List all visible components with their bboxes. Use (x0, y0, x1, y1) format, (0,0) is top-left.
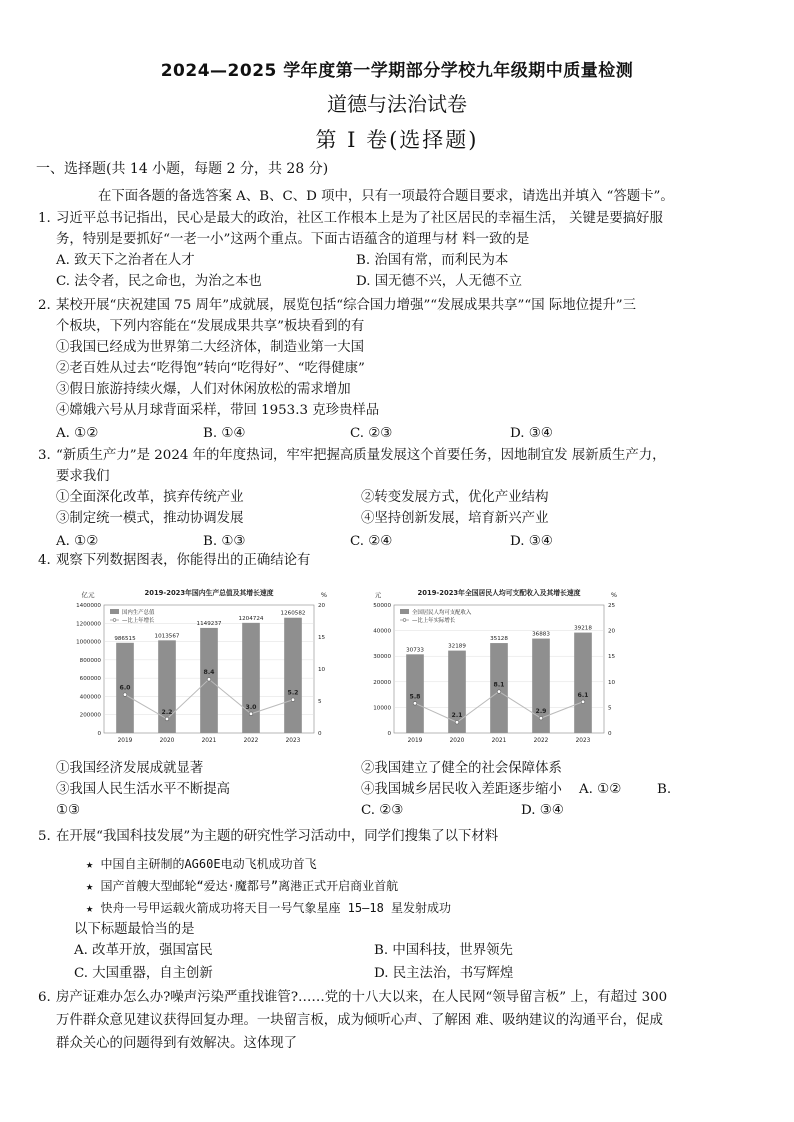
statement-2: ②转变发展方式，优化产业结构 (361, 490, 549, 505)
bar-value-label: 1204724 (238, 615, 264, 622)
x-tick-label: 2020 (159, 738, 175, 744)
growth-value-label: 6.0 (119, 684, 131, 692)
right-tick-label: 25 (608, 603, 616, 609)
left-axis-unit: 亿元 (81, 591, 95, 599)
option-d: D. ③④ (510, 534, 553, 549)
statement-1: ①全面深化改革，摈弃传统产业 (56, 490, 244, 505)
question-number: 5. (38, 829, 51, 844)
option-c: C. 法令者，民之命也，为治之本也 (56, 274, 262, 289)
option-d: D. 民主法治，书写辉煌 (374, 966, 514, 981)
right-tick-label: 20 (608, 628, 616, 635)
left-tick-label: 1200000 (76, 621, 101, 628)
question-6 (38, 986, 736, 1055)
left-tick-label: 1000000 (76, 639, 101, 646)
question-stem: 以下标题最恰当的是 (74, 922, 195, 937)
statement-4: ④我国城乡居民收入差距逐步缩小 (361, 782, 562, 797)
growth-point (581, 700, 585, 704)
growth-value-label: 8.1 (493, 681, 505, 689)
option-c: C. ②③ (361, 803, 404, 818)
left-tick-label: 1400000 (76, 603, 101, 609)
left-tick-label: 30000 (373, 654, 391, 661)
x-tick-label: 2020 (449, 738, 465, 744)
growth-point (123, 693, 127, 697)
right-axis-unit: % (320, 591, 328, 599)
right-tick-label: 0 (608, 731, 612, 737)
question-stem: 要求我们 (56, 469, 110, 484)
right-tick-label: 10 (608, 679, 616, 686)
question-5 (38, 826, 736, 984)
right-tick-label: 15 (608, 654, 616, 661)
right-axis-unit: % (610, 591, 618, 599)
question-stem: 群众关心的问题得到有效解决。这体现了 (56, 1036, 298, 1051)
option-b: B. 治国有常，而利民为本 (356, 253, 509, 268)
question-stem: 房产证难办怎么办?噪声污染严重找谁管?……党的十八大以来，在人民网“领导留言板” 上，有超过 300 (56, 990, 668, 1005)
question-stem: 个板块，下列内容能在“发展成果共享”板块看到的有 (56, 319, 365, 334)
left-tick-label: 10000 (373, 705, 391, 712)
gdp-chart (60, 583, 350, 753)
question-stem: 在开展“我国科技发展”为主题的研究性学习活动中，同学们搜集了以下材料 (56, 829, 499, 844)
legend-swatch-bar (400, 609, 409, 614)
option-b: B. ①③ (203, 534, 246, 549)
option-b: B. (657, 782, 672, 797)
question-stem: 习近平总书记指出，民心是最大的政治，社区工作根本上是为了社区居民的幸福生活， 关键是要搞好服 (56, 211, 663, 226)
legend-label-bar: 全国居民人均可支配收入 (412, 610, 472, 616)
growth-point (291, 698, 295, 702)
material-2: ★ 国产首艘大型邮轮“爱达·魔都号”离港正式开启商业首航 (86, 879, 399, 893)
growth-value-label: 3.0 (245, 703, 257, 711)
growth-value-label: 5.8 (409, 693, 421, 701)
bar-value-label: 35128 (490, 636, 508, 643)
growth-point (539, 716, 543, 720)
section-heading: 一、选择题(共 14 小题，每题 2 分，共 28 分) (36, 161, 329, 177)
question-3 (38, 445, 736, 552)
bar (284, 618, 302, 733)
exam-subject: 道德与法治试卷 (327, 92, 467, 116)
question-1 (38, 208, 736, 292)
growth-value-label: 6.1 (577, 691, 589, 699)
x-tick-label: 2021 (201, 738, 217, 744)
question-number: 3. (38, 448, 51, 463)
statement-1: ①我国经济发展成就显著 (56, 761, 204, 776)
growth-value-label: 2.2 (161, 708, 173, 716)
question-stem: “新质生产力”是 2024 年的年度热词，牢牢把握高质量发展这个首要任务，因地制宜发 展新质生产力， (56, 448, 666, 463)
statement-2: ②老百姓从过去“吃得饱”转向“吃得好”、“吃得健康” (56, 361, 365, 376)
right-tick-label: 15 (318, 635, 326, 641)
question-number: 1. (38, 211, 51, 226)
statement-1: ①我国已经成为世界第二大经济体，制造业第一大国 (56, 340, 364, 355)
bar-value-label: 986515 (114, 635, 136, 642)
left-tick-label: 0 (97, 731, 101, 737)
statement-3: ③制定统一模式，推动协调发展 (56, 511, 244, 526)
growth-point (413, 702, 417, 706)
x-tick-label: 2021 (491, 738, 507, 744)
question-4-statements (56, 758, 736, 821)
right-tick-label: 5 (608, 705, 612, 712)
left-tick-label: 400000 (79, 694, 101, 701)
bar-value-label: 32189 (448, 643, 466, 650)
left-tick-label: 20000 (373, 679, 391, 686)
x-tick-label: 2023 (285, 738, 301, 744)
bar (242, 623, 260, 733)
legend-marker (403, 619, 406, 622)
growth-point (207, 677, 211, 681)
bar-value-label: 1149237 (196, 620, 222, 627)
left-tick-label: 0 (387, 731, 391, 737)
bar-value-label: 1013567 (154, 633, 180, 640)
growth-value-label: 5.2 (287, 689, 299, 697)
option-a: A. ①② (56, 426, 99, 441)
right-tick-label: 5 (318, 699, 322, 705)
legend-swatch-bar (110, 609, 119, 614)
income-chart (350, 583, 640, 753)
question-2 (38, 295, 736, 444)
legend-label-line: —比上年增长 (122, 618, 155, 624)
option-c: C. 大国重器，自主创新 (74, 966, 213, 981)
option-c: C. ②④ (350, 534, 393, 549)
question-4 (38, 550, 736, 571)
option-a: A. ①② (579, 782, 622, 797)
bar-value-label: 39218 (574, 625, 592, 632)
question-number: 2. (38, 298, 51, 313)
left-tick-label: 40000 (373, 628, 391, 635)
growth-point (497, 690, 501, 694)
option-b: B. 中国科技，世界领先 (374, 943, 513, 958)
question-stem: 观察下列数据图表，你能得出的正确结论有 (56, 553, 311, 568)
exam-title: 2024—2025 学年度第一学期部分学校九年级期中质量检测 (160, 61, 634, 81)
question-stem: 万件群众意见建议获得回复办理。一块留言板，成为倾听心声、了解困 难、吸纳建议的沟通平台，促成 (56, 1013, 663, 1028)
left-tick-label: 800000 (79, 657, 101, 664)
statement-4: ④坚持创新发展，培育新兴产业 (361, 511, 549, 526)
x-tick-label: 2022 (243, 738, 259, 744)
left-tick-label: 50000 (373, 603, 391, 609)
x-tick-label: 2019 (117, 738, 133, 744)
question-number: 4. (38, 553, 51, 568)
growth-value-label: 2.1 (451, 712, 463, 720)
left-tick-label: 600000 (79, 676, 101, 683)
statement-3: ③我国人民生活水平不断提高 (56, 782, 231, 797)
legend-label-bar: 国内生产总值 (122, 610, 155, 616)
bar (574, 633, 592, 733)
option-c: C. ②③ (350, 426, 393, 441)
exam-part: 第 I 卷(选择题) (315, 128, 479, 152)
right-tick-label: 20 (318, 603, 326, 609)
option-b-value: ①③ (56, 803, 81, 818)
option-b: B. ①④ (203, 426, 246, 441)
option-d: D. ③④ (510, 426, 553, 441)
option-a: A. 改革开放，强国富民 (74, 943, 213, 958)
section-instruction: 在下面各题的备选答案 A、B、C、D 项中，只有一项最符合题目要求，请选出并填入 “答题卡”。 (98, 189, 674, 204)
growth-value-label: 2.9 (535, 708, 547, 716)
left-tick-label: 200000 (79, 712, 101, 719)
material-1: ★ 中国自主研制的AG60E电动飞机成功首飞 (86, 857, 317, 871)
x-tick-label: 2023 (575, 738, 591, 744)
material-3: ★ 快舟一号甲运载火箭成功将天目一号气象星座 15—18 星发射成功 (86, 901, 452, 915)
option-d: D. ③④ (521, 803, 564, 818)
statement-3: ③假日旅游持续火爆，人们对休闲放松的需求增加 (56, 382, 351, 397)
growth-value-label: 8.4 (203, 669, 215, 677)
statement-4: ④嫦娥六号从月球背面采样，带回 1953.3 克珍贵样品 (56, 403, 380, 418)
legend-label-line: —比上年实际增长 (412, 618, 456, 624)
bar-value-label: 30733 (406, 647, 424, 654)
left-axis-unit: 元 (374, 591, 382, 599)
option-a: A. ①② (56, 534, 99, 549)
question-stem: 某校开展“庆祝建国 75 周年”成就展，展览包括“综合国力增强”“发展成果共享”“国 际地位提升”三 (56, 298, 637, 313)
right-tick-label: 0 (318, 731, 322, 737)
bar-value-label: 36883 (532, 631, 550, 638)
chart-title: 2019-2023年全国居民人均可支配收入及其增长速度 (417, 589, 581, 597)
option-a: A. 致天下之治者在人才 (56, 253, 195, 268)
statement-2: ②我国建立了健全的社会保障体系 (361, 761, 562, 776)
bar-value-label: 1260582 (280, 610, 306, 617)
legend-marker (113, 619, 116, 622)
option-d: D. 国无德不兴，人无德不立 (356, 274, 523, 289)
right-tick-label: 10 (318, 667, 326, 673)
growth-point (455, 720, 459, 724)
growth-point (165, 717, 169, 721)
x-tick-label: 2019 (407, 738, 423, 744)
chart-title: 2019-2023年国内生产总值及其增长速度 (144, 589, 274, 597)
question-stem: 务，特别是要抓好“一老一小”这两个重点。下面古语蕴含的道理与材 料一致的是 (56, 232, 530, 247)
x-tick-label: 2022 (533, 738, 549, 744)
growth-point (249, 712, 253, 716)
question-number: 6. (38, 990, 51, 1005)
